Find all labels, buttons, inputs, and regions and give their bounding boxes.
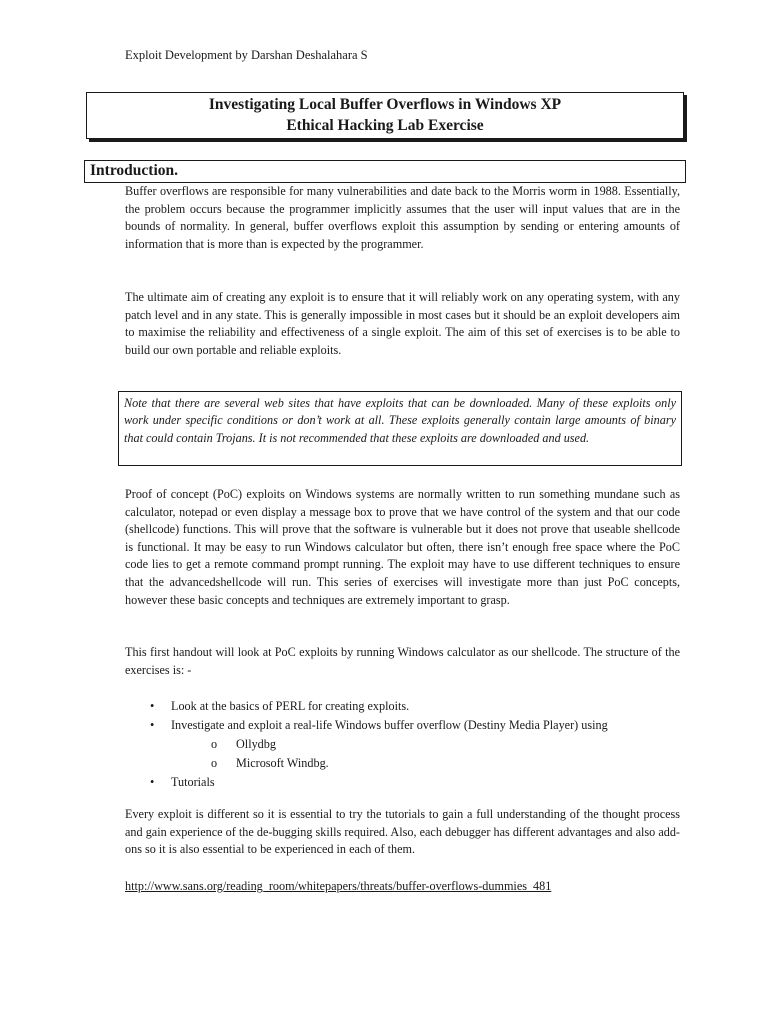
sub-list-item-text: Ollydbg	[236, 737, 276, 751]
section-heading-box	[84, 160, 686, 183]
sub-list-item-text: Microsoft Windbg.	[236, 756, 329, 770]
circle-bullet-icon: o	[211, 756, 218, 770]
list-item	[150, 697, 608, 716]
intro-paragraph-5: Every exploit is different so it is essential to try the tutorials to gain a full understanding of the thought process and gain experience of the de-bugging skills required. Also, each debugger has different advantages and also add-ons so it is also essential to be experienced in each of them.	[125, 807, 680, 857]
document-title: Investigating Local Buffer Overflows in Windows XP	[208, 96, 562, 113]
circle-bullet-icon: o	[211, 737, 218, 751]
sub-list-item	[211, 754, 608, 773]
author-line: Exploit Development by Darshan Deshalahara S	[125, 48, 368, 62]
list-item-text: Investigate and exploit a real-life Windows buffer overflow (Destiny Media Player) using	[171, 718, 608, 732]
list-item-text: Tutorials	[171, 775, 215, 789]
document-subtitle: Ethical Hacking Lab Exercise	[286, 117, 484, 134]
list-item	[150, 773, 608, 792]
sans-whitepaper-link[interactable]: http://www.sans.org/reading_room/whitepapers/threats/buffer-overflows-dummies_481	[125, 879, 552, 893]
sub-list-item	[211, 735, 608, 754]
intro-paragraph-3: Proof of concept (PoC) exploits on Windows systems are normally written to run something mundane such as calculator, notepad or even display a message box to prove that we have control of the system and that our code (shellcode) functions. This will prove that the software is vulnerable but it does not prove that useable shellcode is functional. It may be easy to run Windows calculator but often, there isn’t enough free space where the PoC code lies to get a remote command prompt running. The exploit may have to use different techniques to ensure that the advancedshellcode will run. This series of exercises will investigate more than just PoC concepts, however these basic concepts and techniques are extremely important to grasp.	[125, 487, 680, 607]
list-item-text: Look at the basics of PERL for creating exploits.	[171, 699, 410, 713]
title-box	[86, 92, 684, 139]
exercise-structure-list	[150, 697, 608, 792]
debugger-sublist	[171, 735, 608, 773]
note-box	[118, 391, 682, 466]
bullet-icon: •	[150, 718, 155, 732]
intro-paragraph-1: Buffer overflows are responsible for many vulnerabilities and date back to the Morris worm in 1988. Essentially, the problem occurs because the programmer implicitly assumes that the user will input values that are in the bounds of normality. In general, buffer overflows exploit this assumption by sending or entering amounts of information that is more than is expected by the programmer.	[125, 184, 680, 251]
section-heading: Introduction.	[90, 162, 178, 179]
bullet-icon: •	[150, 699, 155, 713]
bullet-icon: •	[150, 775, 155, 789]
intro-paragraph-4: This first handout will look at PoC exploits by running Windows calculator as our shellcode. The structure of the exercises is: -	[125, 645, 680, 677]
note-text: Note that there are several web sites that have exploits that can be downloaded. Many of these exploits only work under specific conditions or don’t work at all. These exploits generally contain large amounts of binary that could contain Trojans. It is not recommended that these exploits are downloaded and used.	[124, 396, 676, 445]
list-item	[150, 716, 608, 773]
intro-paragraph-2: The ultimate aim of creating any exploit is to ensure that it will reliably work on any operating system, with any patch level and in any state. This is generally impossible in most cases but it should be an exploit developers aim to maximise the reliability and effectiveness of a single exploit. The aim of this set of exercises is to be able to build our own portable and reliable exploits.	[125, 290, 680, 357]
